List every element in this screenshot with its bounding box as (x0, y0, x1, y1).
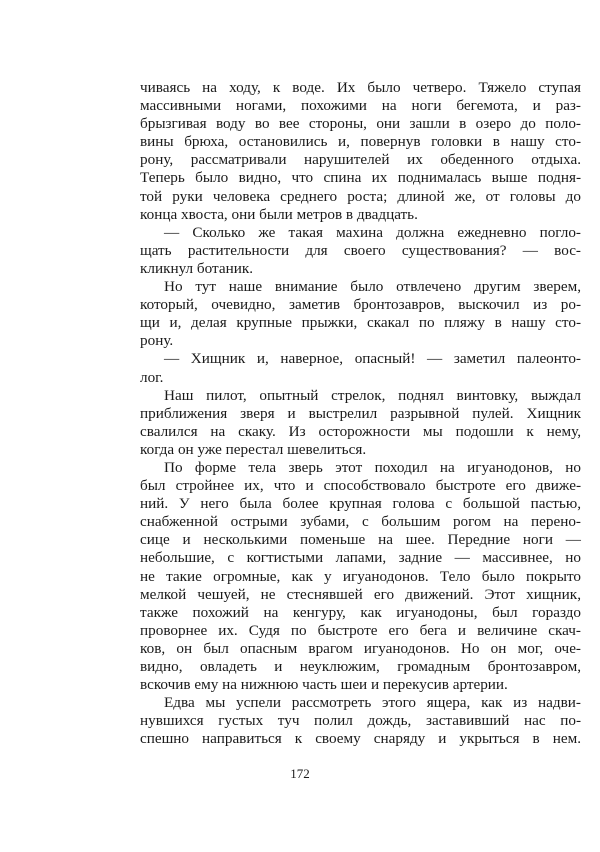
text-line: проворнее их. Судя по быстроте его бега и величине скач- (140, 621, 581, 639)
text-line: Едва мы успели рассмотреть этого ящера, как из надви- (164, 694, 581, 712)
text-line: — Сколько же такая махина должна ежедневно погло- (164, 223, 581, 241)
text-line: — Хищник и, наверное, опасный! — заметил палеонто- (164, 350, 581, 368)
text-line: чиваясь на ходу, к воде. Их было четверо. Тяжело ступая (140, 79, 581, 96)
text-line: не такие огромные, как у игуанодонов. Тело было покрыто (140, 567, 581, 585)
text-line: свалился на скаку. Из осторожности мы подошли к нему, (140, 422, 581, 440)
text-line: рону, рассматривали нарушителей их обеденного отдыха. (140, 151, 581, 169)
text-line: кликнул ботаник. (140, 259, 254, 277)
text-line: ков, он был опасным врагом игуанодонов. Но он мог, оче- (140, 639, 581, 657)
text-line: ний. У него была более крупная голова с большой пастью, (140, 495, 581, 513)
text-line: спешно направиться к своему снаряду и укрыться в нем. (140, 730, 581, 748)
text-line: лог. (140, 368, 164, 386)
text-line: также похожий на кенгуру, как игуанодоны, был гораздо (140, 603, 581, 621)
text-line: конца хвоста, они были метров в двадцать. (140, 205, 418, 223)
text-line: небольшие, с когтистыми лапами, задние — массивнее, но (140, 549, 581, 567)
text-line: вскочив ему на нижнюю часть шеи и перекусив артерии. (140, 676, 508, 694)
text-line: приближения зверя и выстрелил разрывной пулей. Хищник (140, 404, 581, 422)
text-line: той руки человека среднего роста; длиной же, от головы до (140, 187, 581, 205)
text-line: По форме тела зверь этот походил на игуанодонов, но (164, 458, 581, 476)
text-line: щи и, делая крупные прыжки, скакал по пляжу в нашу сто- (140, 314, 581, 332)
text-line: вины брюха, остановились и, повернув головки в нашу сто- (140, 133, 581, 151)
text-line: мелкой чешуей, не стеснявшей его движений. Этот хищник, (140, 585, 581, 603)
text-line: рону. (140, 332, 174, 350)
text-line: снабженной острыми зубами, с большим рогом на перено- (140, 513, 581, 531)
text-line: видно, овладеть и неуклюжим, громадным бронтозавром, (140, 658, 581, 675)
text-line: Наш пилот, опытный стрелок, поднял винтовку, выждал (164, 386, 581, 404)
text-line: Но тут наше внимание было отвлечено другим зверем, (164, 278, 581, 296)
text-line: когда он уже перестал шевелиться. (140, 440, 367, 458)
page-number: 172 (290, 766, 310, 781)
text-line: брызгивая воду во вее стороны, они зашли в озеро до поло- (140, 115, 581, 133)
text-line: сице и несколькими поменьше на шее. Передние ноги — (140, 531, 581, 549)
text-line: который, очевидно, заметив бронтозавров, выскочил из ро- (140, 296, 581, 314)
text-line: был стройнее их, что и способствовало быстроте его движе- (140, 477, 581, 495)
text-line: массивными ногами, похожими на ноги бегемота, и раз- (140, 97, 581, 115)
body-text (140, 79, 581, 748)
text-line: щать растительности для своего существования? — вос- (140, 241, 581, 259)
text-line: Теперь было видно, что спина их поднималась выше подня- (140, 169, 581, 187)
text-line: нувшихся густых туч полил дождь, заставивший нас по- (140, 712, 581, 730)
